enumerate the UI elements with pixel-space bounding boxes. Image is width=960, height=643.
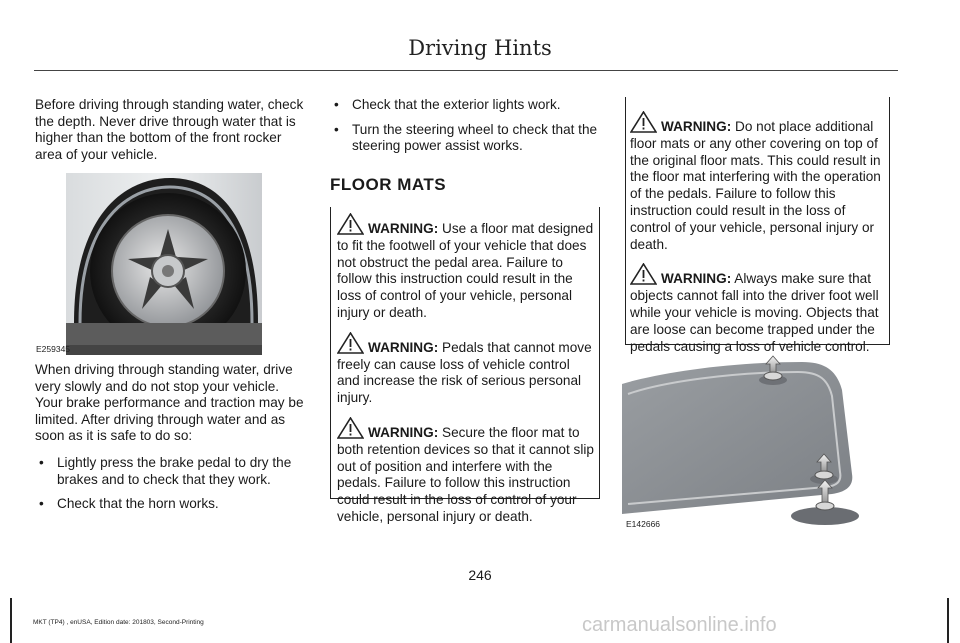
crop-mark-right <box>947 598 949 643</box>
page-title: Driving Hints <box>408 36 552 60</box>
list-item: • Lightly press the brake pedal to dry the brakes and to check that they work. <box>35 455 307 488</box>
page-number: 246 <box>468 567 492 583</box>
warning-text: Do not place additional floor mats or any other covering on top of the original floor mats. This could result in the floor mat interfering with the operation of the pedals. Failure to follow this instruction could result in the loss of control of your vehicle, personal injury or death. <box>630 119 881 252</box>
warning-label: WARNING: <box>368 339 439 355</box>
warning-triangle-icon <box>630 111 657 133</box>
warning-label: WARNING: <box>661 119 732 134</box>
crop-mark-left <box>10 598 12 643</box>
warning-item <box>630 263 885 355</box>
warning-label: WARNING: <box>368 221 439 236</box>
warning-text: Pedals that cannot move freely can cause loss of vehicle control and increase the risk of serious personal injury. <box>337 339 592 406</box>
warning-text: Use a floor mat designed to fit the footwell of your vehicle that does not obstruct the pedal area. Failure to follow this instruction could result in the loss of control of your vehicle, personal injury or death. <box>337 221 594 320</box>
warning-triangle-icon <box>337 213 364 235</box>
warning-item <box>337 213 595 322</box>
warning-item <box>630 111 885 253</box>
floor-mat-illustration <box>622 354 892 532</box>
warning-text: Secure the floor mat to both retention devices so that it cannot slip out of position and interfere with the pedals. Failure to follow this instruction could result in the loss of control of your vehicle, personal injury or death. <box>337 424 594 524</box>
edition-info: MKT (TP4) , enUSA, Edition date: 201803, Second-Printing <box>33 619 204 626</box>
warning-label: WARNING: <box>661 271 732 287</box>
list-item: • Check that the horn works. <box>35 496 307 513</box>
warning-item <box>337 332 595 407</box>
intro-paragraph: Before driving through standing water, check the depth. Never drive through water that is higher than the bottom of the front rocker area of your vehicle. <box>35 97 304 162</box>
wheel-figure <box>66 173 262 355</box>
warning-box-col2 <box>330 207 600 524</box>
wheel-illustration <box>66 173 262 355</box>
figure-id-floor-mat: E142666 <box>626 519 661 529</box>
list-item: • Turn the steering wheel to check that the steering power assist works. <box>330 122 602 155</box>
col2-bullet-list <box>330 97 602 155</box>
header-rule <box>34 70 898 71</box>
warning-box-col3 <box>625 97 890 354</box>
warning-item <box>337 417 595 526</box>
water-paragraph: When driving through standing water, drive very slowly and do not stop your vehicle. Your brake performance and traction may be limited. After driving through water and as soon as it is safe to do so: <box>35 362 304 444</box>
column-1 <box>35 97 307 163</box>
list-item: • Check that the exterior lights work. <box>330 97 602 114</box>
column-2 <box>330 97 602 163</box>
watermark: carmanualsonline.info <box>582 614 777 636</box>
section-heading-floor-mats: FLOOR MATS <box>330 175 447 194</box>
warning-label: WARNING: <box>368 424 439 440</box>
column-1-lower <box>35 362 307 521</box>
warning-triangle-icon <box>630 263 657 285</box>
figure-id-wheel: E259345 <box>36 344 71 354</box>
warning-triangle-icon <box>337 332 364 354</box>
warning-text: Always make sure that objects cannot fall into the driver foot well while your vehicle is moving. Objects that are loose can become trapped under the pedals causing a loss of vehicle control. <box>630 271 879 354</box>
warning-triangle-icon <box>337 417 364 439</box>
col1-bullet-list <box>35 455 307 513</box>
floor-mat-figure <box>622 354 892 532</box>
